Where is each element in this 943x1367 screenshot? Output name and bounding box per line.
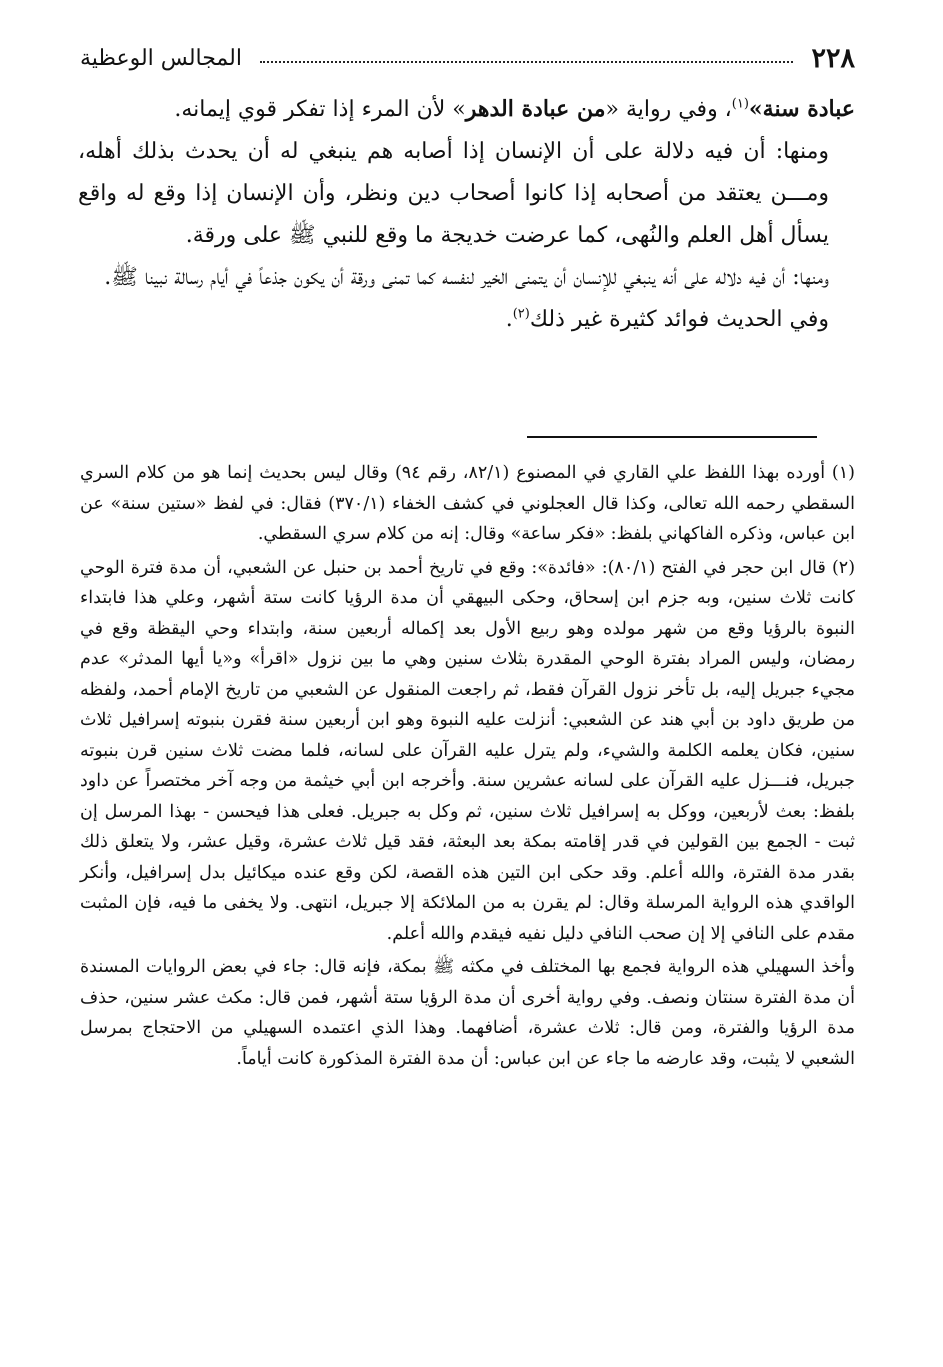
footnote-2-continued: وأخذ السهيلي هذه الرواية فجمع بها المختلف في مكثه ﷺ بمكة، فإنه قال: جاء في بعض الروايات المسندة أن مدة الفترة سنتان ونصف. وفي رواية أخرى أن مدة الرؤيا ستة أشهر، فمن قال: مكث عشر سنين، حذف مدة الرؤيا والفترة، ومن قال: ثلاث عشرة، أضافهما. وهذا الذي اعتمده السهيلي من الاحتجاج بمرسل الشعبي لا يثبت، وقد عارضه ما جاء عن ابن عباس: أن مدة الفترة المذكورة كانت أياماً. — [80, 957, 855, 1069]
page-header — [80, 38, 855, 78]
paragraph-2: ومنها: أن فيه دلالة على أن الإنسان إذا أصابه هم ينبغي له أن يحدث بذلك أهله، ومـــن يعتقد من أصحابه إذا كانوا أصحاب دين ونظر، وأن الإنسان إذا وقع له واقع يسأل أهل العلم والنُهى، كما عرضت خديجة ما وقع للنبي ﷺ على ورقة. — [78, 139, 829, 248]
paragraph-4-text: وفي الحديث فوائد كثيرة غير ذلك — [529, 307, 829, 332]
paragraph-3: ومنها: أن فيه دلاله على أنه ينبغي للإنسان أن يتمنى الخير لنفسه كما تمنى ورقة أن يكون جذعاً في أيام رسالة نبينا ﷺ. — [104, 265, 829, 290]
paragraph-4 — [78, 299, 855, 341]
footnote-separator — [527, 436, 817, 438]
header-dotted-leader — [260, 61, 794, 63]
quote-bold-1: عبادة سنة» — [748, 96, 855, 122]
paragraph-1 — [78, 88, 855, 131]
page-number: ٢٢٨ — [811, 42, 855, 74]
paragraph-1-text-2: » لأن المرء إذا تفكر قوي إيمانه. — [174, 97, 466, 122]
footnote-2: (٢) قال ابن حجر في الفتح (٨٠/١): «فائدة»: وقع في تاريخ أحمد بن حنبل عن الشعبي، أن مدة فترة الوحي كانت ثلاث سنين، وبه جزم ابن إسحاق، وحكى البيهقي أن مدة الرؤيا كانت ستة أشهر، وعلي هذا فابتداء النبوة بالرؤيا وقع من شهر مولده وهو ربيع الأول بعد إكماله أربعين سنة، وابتداء وحي اليقظة وقع في رمضان، وليس المراد بفترة الوحي المقدرة بثلاث سنين وهي ما بين نزول «اقرأ» و«يا أيها المدثر» عدم مجيء جبريل إليه، بل تأخر نزول القرآن فقط، ثم راجعت المنقول عن الشعبي من تاريخ الإمام أحمد، ولفظه من طريق داود بن أبي هند عن الشعبي: أنزلت عليه النبوة وهو ابن أربعين سنة فقرن بنبوته إسرافيل ثلاث سنين، فكان يعلمه الكلمة والشيء، ولم يترل عليه القرآن على لسانه، فلما مضت ثلاث سنين قرن بنبوته جبريل، فنـــزل عليه القرآن على لسانه عشرين سنة. وأخرجه ابن أبي خيثمة من وجه آخر مختصراً عن داود بلفظ: بعث لأربعين، ووكل به إسرافيل ثلاث سنين، ثم وكل به جبريل. فعلى هذا فيحسن - بهذا المرسل إن ثبت - الجمع بين القولين في قدر إقامته بمكة بعد البعثة، فقد قيل ثلاث عشرة، وقيل عشر، ولا يتعلق ذلك بقدر مدة الفترة، والله أعلم. وقد حكى ابن التين هذه القصة، لكن وقع عنده ميكائيل بدل إسرافيل، وأنكر الواقدي هذه الرواية المرسلة وقال: لم يقرن به من الملائكة إلا جبريل، انتهى. ولا يخفى ما فيه، فإن المثبت مقدم على النافي إلا إن صحب النافي دليل نفيه فيقدم والله أعلم. — [80, 557, 856, 944]
footnotes — [80, 458, 855, 1077]
main-text — [78, 88, 855, 341]
paragraph-4-end: . — [505, 307, 513, 332]
quote-bold-2: من عبادة الدهر — [465, 96, 606, 122]
footnote-ref-2: (٢) — [512, 306, 530, 322]
paragraph-1-text-1: ، وفي رواية « — [605, 97, 732, 122]
footnote-ref-1: (١) — [731, 96, 749, 112]
running-title: المجالس الوعظية — [80, 45, 242, 71]
footnote-1: (١) أورده بهذا اللفظ علي القاري في المصنوع (٨٢/١، رقم ٩٤) وقال ليس بحديث إنما هو من كلام السري السقطي رحمه الله تعالى، وكذا قال العجلوني في كشف الخفاء (٣٧٠/١) فقال: في لفظ «ستين سنة» عن ابن عباس، وذكره الفاكهاني بلفظ: «فكر ساعة» وقال: إنه من كلام سري السقطي. — [80, 463, 855, 544]
